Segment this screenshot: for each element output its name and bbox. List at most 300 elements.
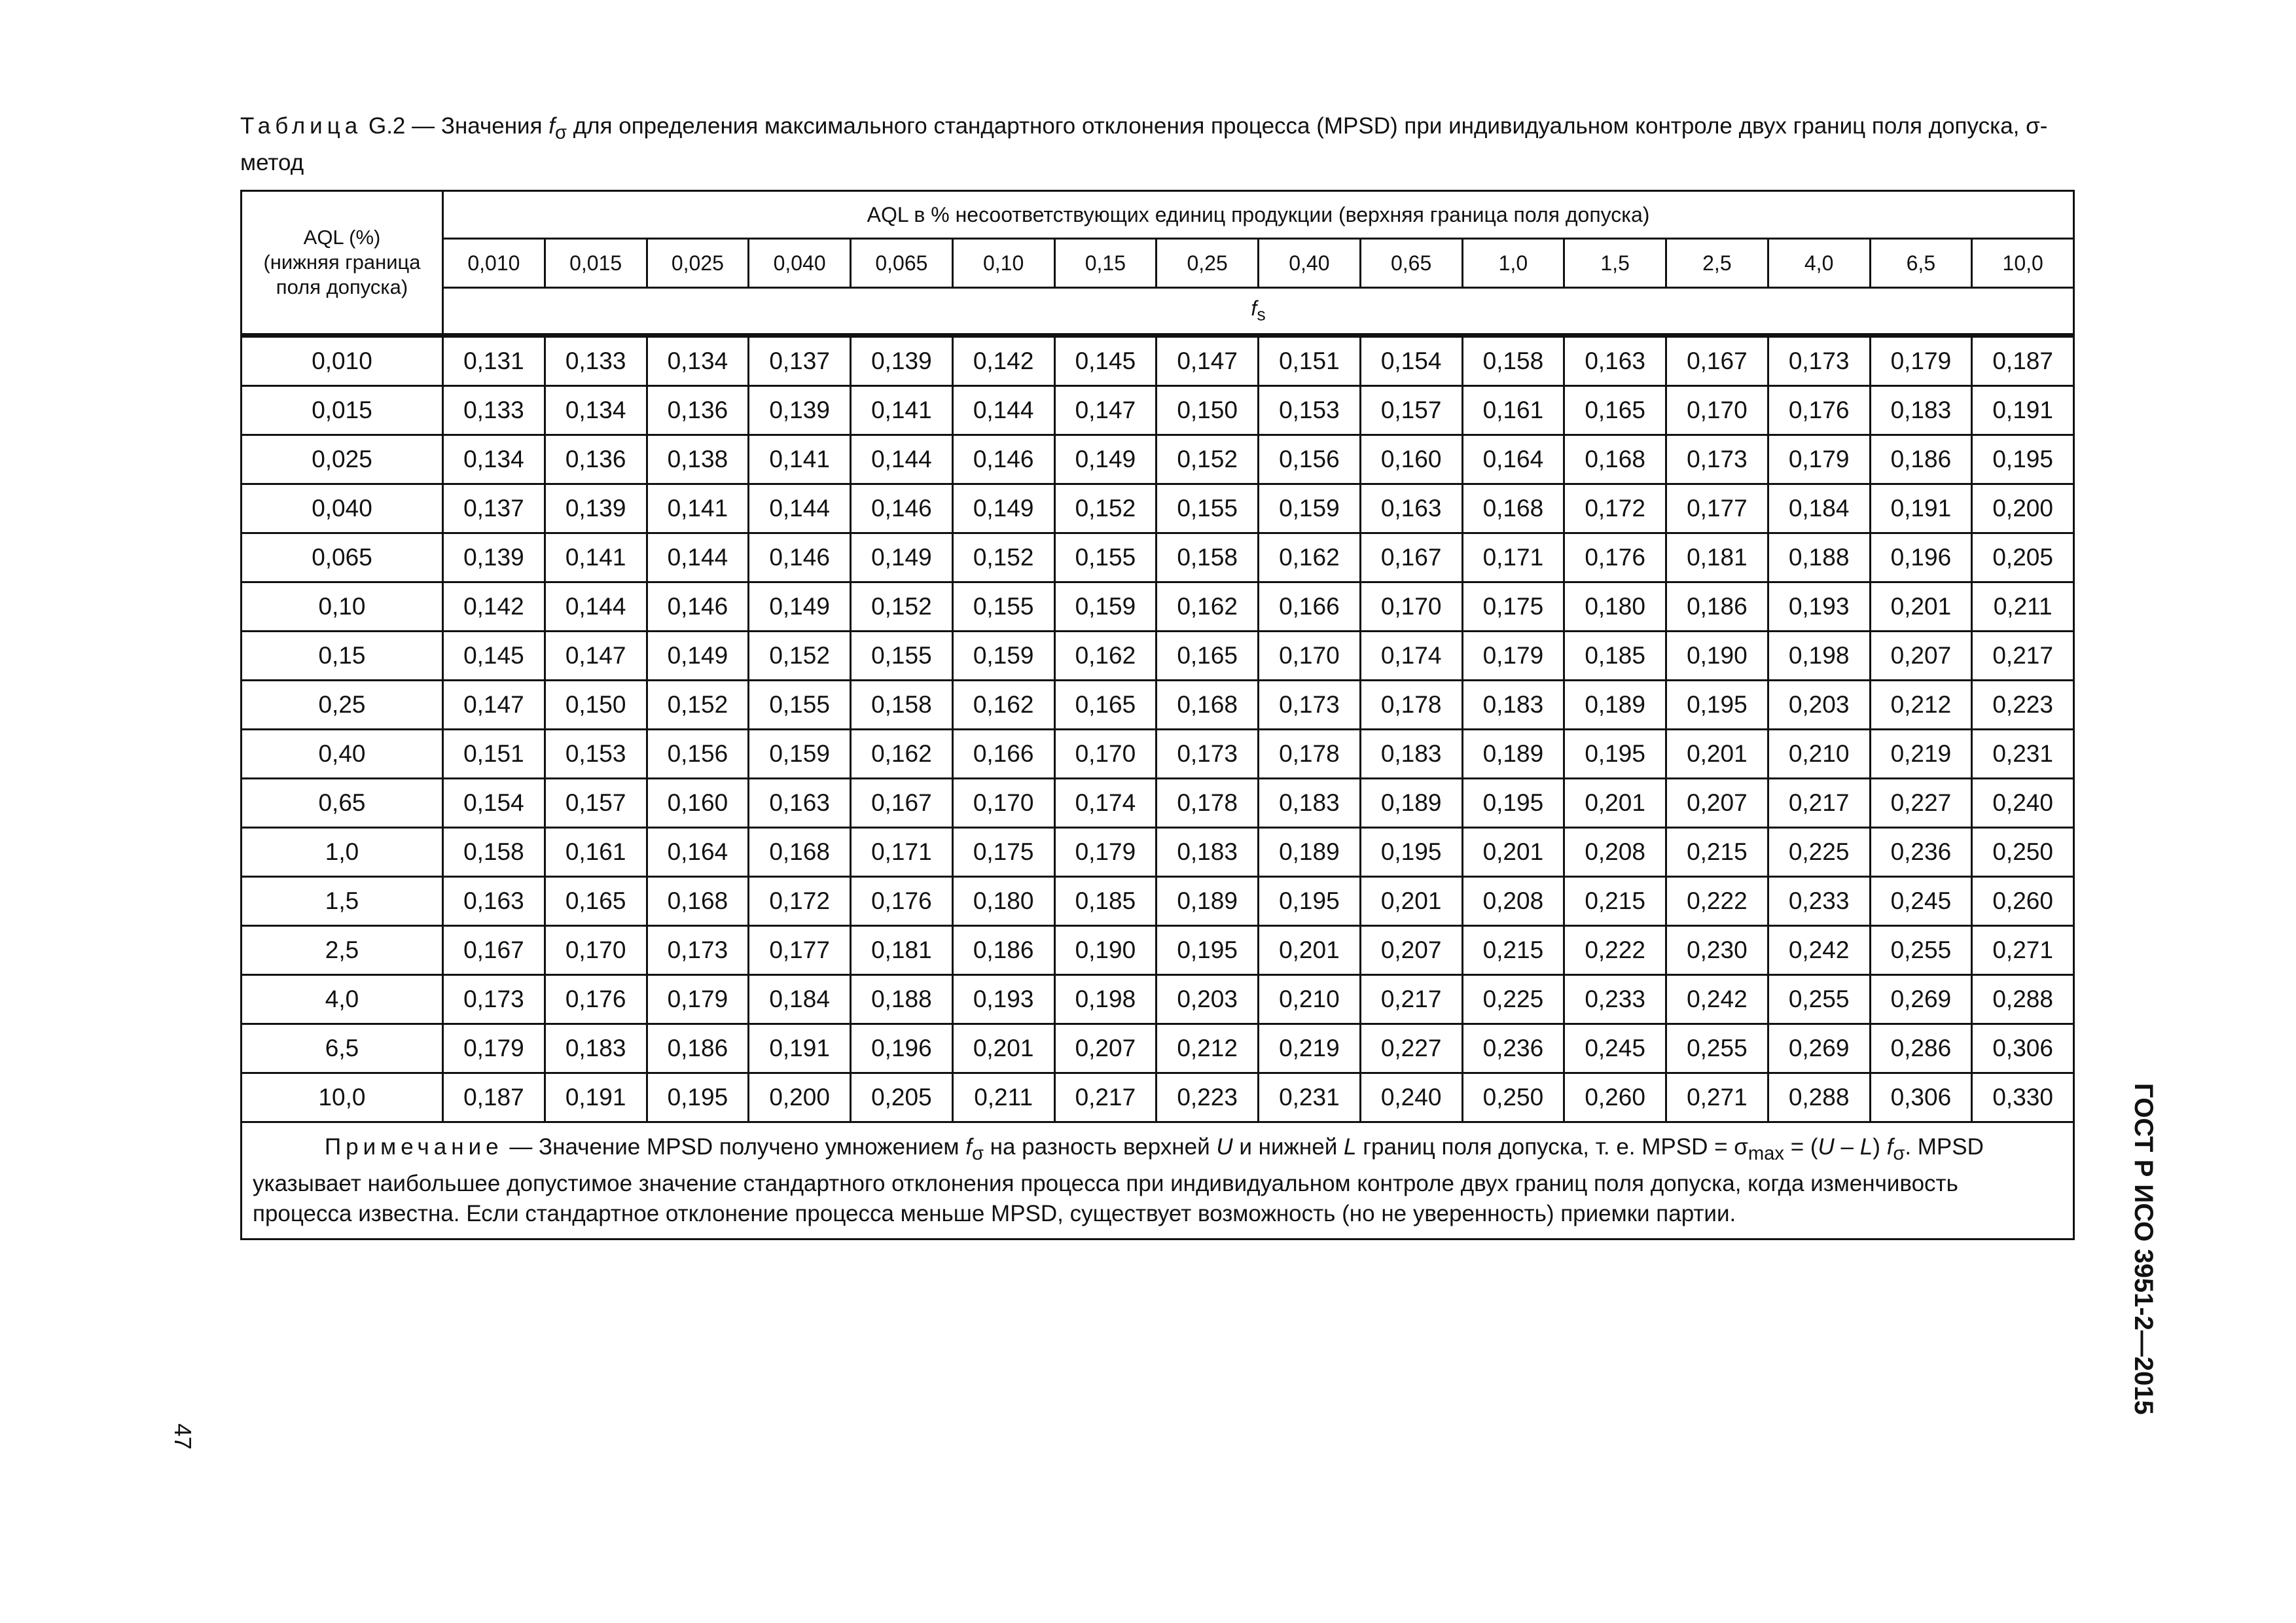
table-cell: 0,139: [443, 533, 545, 582]
row-label: 0,010: [242, 336, 443, 386]
table-cell: 0,149: [851, 533, 953, 582]
row-label: 4,0: [242, 975, 443, 1024]
fs-header: [443, 288, 2074, 336]
table-cell: 0,146: [647, 582, 749, 632]
table-cell: 0,212: [1157, 1024, 1259, 1073]
note-text: границ поля допуска, т. е. MPSD = σ: [1356, 1134, 1748, 1160]
table-cell: 0,170: [1360, 582, 1462, 632]
row-label: 1,0: [242, 828, 443, 877]
table-cell: 0,155: [1157, 484, 1259, 533]
table-cell: 0,193: [952, 975, 1054, 1024]
row-label: 0,065: [242, 533, 443, 582]
table-cell: 0,178: [1259, 730, 1361, 779]
table-cell: 0,134: [443, 435, 545, 484]
table-cell: 0,185: [1054, 877, 1157, 926]
table-cell: 0,208: [1462, 877, 1564, 926]
table-cell: 0,146: [749, 533, 851, 582]
table-cell: 0,151: [443, 730, 545, 779]
fs-sub: s: [1257, 304, 1266, 325]
table-cell: 0,210: [1259, 975, 1361, 1024]
table-cell: 0,179: [1768, 435, 1870, 484]
table-cell: 0,168: [749, 828, 851, 877]
table-cell: 0,196: [851, 1024, 953, 1073]
table-cell: 0,147: [1054, 386, 1157, 435]
note-f-sub: σ: [1893, 1143, 1905, 1164]
table-cell: 0,173: [1157, 730, 1259, 779]
table-cell: 0,286: [1870, 1024, 1972, 1073]
table-cell: 0,152: [647, 681, 749, 730]
table-cell: 0,175: [1462, 582, 1564, 632]
column-header: 0,10: [952, 239, 1054, 288]
table-cell: 0,158: [443, 828, 545, 877]
table-cell: 0,242: [1666, 975, 1768, 1024]
table-cell: 0,164: [647, 828, 749, 877]
table-cell: 0,195: [1157, 926, 1259, 975]
note-text: = (: [1784, 1134, 1818, 1160]
table-cell: 0,183: [1157, 828, 1259, 877]
table-cell: 0,195: [1972, 435, 2074, 484]
caption-label: Таблица: [240, 113, 363, 139]
table-cell: 0,159: [1054, 582, 1157, 632]
table-cell: 0,141: [851, 386, 953, 435]
table-cell: 0,250: [1972, 828, 2074, 877]
table-cell: 0,306: [1870, 1073, 1972, 1122]
table-cell: 0,195: [1666, 681, 1768, 730]
row-label: 0,040: [242, 484, 443, 533]
table-cell: 0,306: [1972, 1024, 2074, 1073]
table-cell: 0,191: [1972, 386, 2074, 435]
table-cell: 0,157: [545, 779, 647, 828]
table-cell: 0,227: [1870, 779, 1972, 828]
note-label: Примечание: [325, 1134, 503, 1160]
table-cell: 0,168: [1157, 681, 1259, 730]
table-cell: 0,175: [952, 828, 1054, 877]
table-cell: 0,145: [1054, 336, 1157, 386]
table-cell: 0,176: [1564, 533, 1666, 582]
table-cell: 0,269: [1768, 1024, 1870, 1073]
table-cell: 0,255: [1768, 975, 1870, 1024]
table-cell: 0,173: [1666, 435, 1768, 484]
table-cell: 0,215: [1564, 877, 1666, 926]
row-label: 0,10: [242, 582, 443, 632]
table-cell: 0,219: [1870, 730, 1972, 779]
table-cell: 0,184: [1768, 484, 1870, 533]
table-note: [242, 1122, 2074, 1240]
table-cell: 0,141: [749, 435, 851, 484]
table-cell: 0,231: [1972, 730, 2074, 779]
table-cell: 0,165: [1157, 632, 1259, 681]
table-cell: 0,190: [1666, 632, 1768, 681]
table-cell: 0,225: [1462, 975, 1564, 1024]
table-cell: 0,207: [1054, 1024, 1157, 1073]
table-cell: 0,185: [1564, 632, 1666, 681]
table-cell: 0,200: [1972, 484, 2074, 533]
caption-text-after: для определения максимального стандартного отклонения процесса (MPSD) при индивидуальном контроле двух границ поля допуска, σ-метод: [240, 113, 2048, 175]
table-cell: 0,146: [851, 484, 953, 533]
table-cell: 0,155: [952, 582, 1054, 632]
table-cell: 0,179: [443, 1024, 545, 1073]
row-label: 0,40: [242, 730, 443, 779]
table-cell: 0,195: [1564, 730, 1666, 779]
table-caption: [240, 111, 2073, 178]
table-cell: 0,176: [851, 877, 953, 926]
table-cell: 0,147: [1157, 336, 1259, 386]
table-cell: 0,269: [1870, 975, 1972, 1024]
table-cell: 0,205: [851, 1073, 953, 1122]
table-cell: 0,152: [851, 582, 953, 632]
table-cell: 0,155: [851, 632, 953, 681]
table-cell: 0,136: [545, 435, 647, 484]
column-header: 10,0: [1972, 239, 2074, 288]
table-cell: 0,165: [545, 877, 647, 926]
table-cell: 0,173: [1768, 336, 1870, 386]
table-cell: 0,155: [1054, 533, 1157, 582]
table-cell: 0,137: [749, 336, 851, 386]
table-cell: 0,231: [1259, 1073, 1361, 1122]
table-cell: 0,158: [851, 681, 953, 730]
table-cell: 0,222: [1564, 926, 1666, 975]
note-text: ): [1873, 1134, 1887, 1160]
table-cell: 0,288: [1972, 975, 2074, 1024]
table-cell: 0,201: [1870, 582, 1972, 632]
table-cell: 0,201: [1259, 926, 1361, 975]
column-header-row: [242, 239, 2074, 288]
table-cell: 0,245: [1870, 877, 1972, 926]
table-cell: 0,179: [1462, 632, 1564, 681]
table-cell: 0,207: [1666, 779, 1768, 828]
note-L: L: [1859, 1134, 1873, 1160]
table-cell: 0,168: [1462, 484, 1564, 533]
table-cell: 0,207: [1360, 926, 1462, 975]
table-cell: 0,163: [443, 877, 545, 926]
table-row: [242, 975, 2074, 1024]
column-header: 0,015: [545, 239, 647, 288]
column-header: 0,15: [1054, 239, 1157, 288]
table-cell: 0,203: [1768, 681, 1870, 730]
note-U: U: [1818, 1134, 1835, 1160]
table-cell: 0,205: [1972, 533, 2074, 582]
table-cell: 0,131: [443, 336, 545, 386]
table-cell: 0,233: [1768, 877, 1870, 926]
table-cell: 0,191: [545, 1073, 647, 1122]
row-label: 0,25: [242, 681, 443, 730]
table-cell: 0,181: [851, 926, 953, 975]
table-cell: 0,155: [749, 681, 851, 730]
table-cell: 0,152: [952, 533, 1054, 582]
table-row: [242, 336, 2074, 386]
table-cell: 0,201: [1360, 877, 1462, 926]
table-cell: 0,170: [952, 779, 1054, 828]
table-cell: 0,163: [1360, 484, 1462, 533]
table-cell: 0,186: [647, 1024, 749, 1073]
table-cell: 0,144: [647, 533, 749, 582]
table-cell: 0,133: [443, 386, 545, 435]
table-cell: 0,195: [1259, 877, 1361, 926]
table-cell: 0,170: [1054, 730, 1157, 779]
table-cell: 0,168: [647, 877, 749, 926]
note-text: –: [1834, 1134, 1860, 1160]
row-label: 2,5: [242, 926, 443, 975]
column-header: 0,065: [851, 239, 953, 288]
column-header: 0,010: [443, 239, 545, 288]
table-row: [242, 681, 2074, 730]
corner-line: AQL (%): [303, 226, 381, 249]
table-cell: 0,240: [1360, 1073, 1462, 1122]
table-cell: 0,137: [443, 484, 545, 533]
fsigma-table: [240, 190, 2075, 1240]
note-U: U: [1216, 1134, 1233, 1160]
table-cell: 0,260: [1564, 1073, 1666, 1122]
row-label: 0,15: [242, 632, 443, 681]
page-number: 47: [170, 1423, 196, 1450]
table-row: [242, 926, 2074, 975]
table-cell: 0,189: [1360, 779, 1462, 828]
table-row: [242, 730, 2074, 779]
caption-number: G.2: [368, 113, 406, 139]
table-cell: 0,189: [1157, 877, 1259, 926]
table-cell: 0,179: [647, 975, 749, 1024]
column-header: 0,025: [647, 239, 749, 288]
note-f-sub: σ: [971, 1143, 984, 1164]
table-cell: 0,189: [1462, 730, 1564, 779]
table-cell: 0,162: [851, 730, 953, 779]
table-cell: 0,242: [1768, 926, 1870, 975]
note-text: на разность верхней: [983, 1134, 1217, 1160]
table-row: [242, 877, 2074, 926]
table-cell: 0,161: [1462, 386, 1564, 435]
table-cell: 0,145: [443, 632, 545, 681]
table-cell: 0,198: [1054, 975, 1157, 1024]
table-cell: 0,166: [952, 730, 1054, 779]
table-cell: 0,174: [1360, 632, 1462, 681]
table-cell: 0,223: [1157, 1073, 1259, 1122]
table-cell: 0,212: [1870, 681, 1972, 730]
table-cell: 0,162: [952, 681, 1054, 730]
table-cell: 0,146: [952, 435, 1054, 484]
table-cell: 0,167: [851, 779, 953, 828]
table-cell: 0,176: [1768, 386, 1870, 435]
table-row: [242, 386, 2074, 435]
table-row: [242, 533, 2074, 582]
table-cell: 0,150: [545, 681, 647, 730]
table-cell: 0,144: [851, 435, 953, 484]
table-cell: 0,201: [952, 1024, 1054, 1073]
table-cell: 0,142: [443, 582, 545, 632]
note-text: и нижней: [1232, 1134, 1344, 1160]
caption-symbol-sub: σ: [555, 122, 567, 143]
table-cell: 0,196: [1870, 533, 1972, 582]
table-cell: 0,147: [545, 632, 647, 681]
table-cell: 0,156: [647, 730, 749, 779]
table-cell: 0,150: [1157, 386, 1259, 435]
row-label: 0,65: [242, 779, 443, 828]
column-header: 0,25: [1157, 239, 1259, 288]
table-cell: 0,141: [647, 484, 749, 533]
table-cell: 0,176: [545, 975, 647, 1024]
table-cell: 0,158: [1157, 533, 1259, 582]
table-cell: 0,189: [1259, 828, 1361, 877]
column-header: 0,65: [1360, 239, 1462, 288]
table-cell: 0,152: [749, 632, 851, 681]
table-row: [242, 779, 2074, 828]
table-cell: 0,159: [952, 632, 1054, 681]
table-cell: 0,153: [545, 730, 647, 779]
table-cell: 0,159: [1259, 484, 1361, 533]
table-cell: 0,219: [1259, 1024, 1361, 1073]
note-f: f: [1886, 1134, 1893, 1160]
table-cell: 0,195: [1462, 779, 1564, 828]
table-cell: 0,165: [1564, 386, 1666, 435]
table-cell: 0,166: [1259, 582, 1361, 632]
table-cell: 0,141: [545, 533, 647, 582]
table-cell: 0,189: [1564, 681, 1666, 730]
table-cell: 0,180: [952, 877, 1054, 926]
table-cell: 0,260: [1972, 877, 2074, 926]
table-cell: 0,160: [1360, 435, 1462, 484]
table-cell: 0,183: [545, 1024, 647, 1073]
table-cell: 0,288: [1768, 1073, 1870, 1122]
table-cell: 0,138: [647, 435, 749, 484]
table-cell: 0,215: [1666, 828, 1768, 877]
table-cell: 0,187: [443, 1073, 545, 1122]
table-cell: 0,173: [1259, 681, 1361, 730]
table-cell: 0,271: [1666, 1073, 1768, 1122]
note-f: f: [965, 1134, 972, 1160]
table-cell: 0,171: [1462, 533, 1564, 582]
fsigma-table-container: [240, 190, 2073, 1240]
table-cell: 0,217: [1054, 1073, 1157, 1122]
table-cell: 0,173: [647, 926, 749, 975]
table-cell: 0,161: [545, 828, 647, 877]
table-cell: 0,154: [443, 779, 545, 828]
note-text: — Значение MPSD получено умножением: [503, 1134, 966, 1160]
table-cell: 0,184: [749, 975, 851, 1024]
table-cell: 0,158: [1462, 336, 1564, 386]
table-cell: 0,240: [1972, 779, 2074, 828]
table-cell: 0,170: [545, 926, 647, 975]
table-cell: 0,144: [545, 582, 647, 632]
fs-symbol: f: [1251, 296, 1257, 321]
table-cell: 0,167: [443, 926, 545, 975]
table-cell: 0,193: [1768, 582, 1870, 632]
table-cell: 0,250: [1462, 1073, 1564, 1122]
table-cell: 0,167: [1360, 533, 1462, 582]
table-cell: 0,198: [1768, 632, 1870, 681]
table-cell: 0,186: [1666, 582, 1768, 632]
table-cell: 0,149: [952, 484, 1054, 533]
column-header: 4,0: [1768, 239, 1870, 288]
table-cell: 0,179: [1054, 828, 1157, 877]
table-cell: 0,134: [647, 336, 749, 386]
table-cell: 0,159: [749, 730, 851, 779]
table-cell: 0,210: [1768, 730, 1870, 779]
table-cell: 0,195: [1360, 828, 1462, 877]
table-cell: 0,181: [1666, 533, 1768, 582]
table-cell: 0,271: [1972, 926, 2074, 975]
column-header: 0,040: [749, 239, 851, 288]
table-cell: 0,211: [952, 1073, 1054, 1122]
row-label: 0,025: [242, 435, 443, 484]
table-cell: 0,225: [1768, 828, 1870, 877]
table-cell: 0,191: [1870, 484, 1972, 533]
corner-line: поля допуска): [276, 276, 408, 298]
table-cell: 0,330: [1972, 1073, 2074, 1122]
column-header: 2,5: [1666, 239, 1768, 288]
table-cell: 0,172: [1564, 484, 1666, 533]
table-cell: 0,255: [1666, 1024, 1768, 1073]
table-cell: 0,134: [545, 386, 647, 435]
table-cell: 0,191: [749, 1024, 851, 1073]
table-row: [242, 1024, 2074, 1073]
table-cell: 0,227: [1360, 1024, 1462, 1073]
table-cell: 0,139: [545, 484, 647, 533]
table-cell: 0,195: [647, 1073, 749, 1122]
corner-header: [242, 191, 443, 336]
table-cell: 0,149: [647, 632, 749, 681]
corner-line: (нижняя граница: [263, 251, 421, 274]
table-cell: 0,215: [1462, 926, 1564, 975]
table-row: [242, 828, 2074, 877]
table-cell: 0,164: [1462, 435, 1564, 484]
table-cell: 0,162: [1054, 632, 1157, 681]
row-label: 1,5: [242, 877, 443, 926]
table-cell: 0,139: [749, 386, 851, 435]
table-cell: 0,170: [1666, 386, 1768, 435]
table-cell: 0,136: [647, 386, 749, 435]
table-cell: 0,190: [1054, 926, 1157, 975]
table-cell: 0,178: [1360, 681, 1462, 730]
table-cell: 0,183: [1870, 386, 1972, 435]
table-cell: 0,133: [545, 336, 647, 386]
table-cell: 0,222: [1666, 877, 1768, 926]
table-cell: 0,149: [1054, 435, 1157, 484]
table-cell: 0,187: [1972, 336, 2074, 386]
table-cell: 0,233: [1564, 975, 1666, 1024]
table-cell: 0,180: [1564, 582, 1666, 632]
table-cell: 0,173: [443, 975, 545, 1024]
table-cell: 0,201: [1462, 828, 1564, 877]
table-cell: 0,152: [1157, 435, 1259, 484]
table-cell: 0,223: [1972, 681, 2074, 730]
table-cell: 0,236: [1870, 828, 1972, 877]
table-cell: 0,154: [1360, 336, 1462, 386]
column-header: 1,5: [1564, 239, 1666, 288]
table-cell: 0,230: [1666, 926, 1768, 975]
table-row: [242, 1073, 2074, 1122]
table-cell: 0,144: [749, 484, 851, 533]
table-cell: 0,186: [1870, 435, 1972, 484]
table-cell: 0,156: [1259, 435, 1361, 484]
table-cell: 0,208: [1564, 828, 1666, 877]
table-cell: 0,165: [1054, 681, 1157, 730]
table-cell: 0,183: [1360, 730, 1462, 779]
table-cell: 0,207: [1870, 632, 1972, 681]
table-cell: 0,163: [1564, 336, 1666, 386]
table-cell: 0,201: [1666, 730, 1768, 779]
table-row: [242, 484, 2074, 533]
note-max-sub: max: [1748, 1143, 1784, 1164]
table-cell: 0,236: [1462, 1024, 1564, 1073]
note-L: L: [1344, 1134, 1357, 1160]
top-header: AQL в % несоответствующих единиц продукции (верхняя граница поля допуска): [443, 191, 2074, 239]
caption-text-before: — Значения: [405, 113, 549, 139]
table-cell: 0,162: [1259, 533, 1361, 582]
table-cell: 0,217: [1360, 975, 1462, 1024]
table-cell: 0,142: [952, 336, 1054, 386]
table-cell: 0,170: [1259, 632, 1361, 681]
table-cell: 0,186: [952, 926, 1054, 975]
document-code: ГОСТ Р ИСО 3951-2—2015: [2129, 1083, 2158, 1415]
